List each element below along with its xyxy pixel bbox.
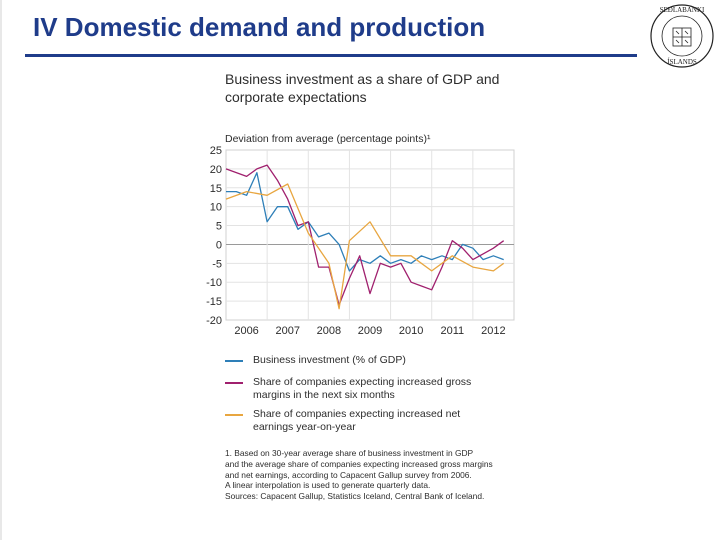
y-tick-label: 15	[209, 182, 222, 195]
legend-swatch-business-investment	[225, 360, 243, 362]
y-tick-label: 10	[209, 201, 222, 214]
chart-footnote	[225, 448, 525, 502]
y-axis-label: Deviation from average (percentage points)¹	[225, 133, 431, 145]
y-tick-label: 0	[215, 239, 222, 252]
legend-label: Business investment (% of GDP)	[253, 354, 406, 366]
chart-title: Business investment as a share of GDP and corporate expectations	[225, 71, 500, 105]
footnote-line: and the average share of companies expecting increased gross margins	[225, 458, 493, 469]
y-tick-label: 25	[209, 145, 222, 157]
legend-label: Share of companies expecting increased gross margins in the next six months	[253, 376, 472, 401]
slide-left-border	[0, 0, 2, 540]
footnote-line: 1. Based on 30-year average share of business investment in GDP	[225, 448, 474, 458]
y-tick-label: -5	[212, 258, 222, 271]
slide-title: IV Domestic demand and production	[33, 12, 486, 42]
y-tick-label: 20	[209, 163, 222, 176]
svg-text:SEÐLABANKI: SEÐLABANKI	[659, 6, 705, 14]
footnote-line: and net earnings, according to Capacent Gallup survey from 2006.	[225, 469, 472, 480]
y-tick-label: -20	[206, 315, 222, 327]
legend-swatch-gross-margins	[225, 382, 243, 384]
x-tick-label: 2008	[316, 325, 342, 337]
y-tick-label: -10	[206, 277, 222, 290]
title-underline	[25, 54, 637, 57]
x-tick-label: 2012	[481, 325, 506, 337]
series-line-gross-margins	[226, 165, 504, 305]
footnote-line: Sources: Capacent Gallup, Statistics Iceland, Central Bank of Iceland.	[225, 491, 485, 502]
x-tick-label: 2006	[234, 325, 259, 337]
svg-text:ÍSLANDS: ÍSLANDS	[667, 58, 697, 66]
plot-area-frame	[226, 150, 514, 320]
chart-figure	[200, 64, 530, 524]
x-tick-label: 2011	[440, 325, 465, 337]
legend-swatch-net-earnings	[225, 414, 243, 416]
y-tick-label: 5	[215, 220, 222, 233]
x-tick-label: 2010	[398, 325, 424, 337]
x-tick-label: 2007	[275, 325, 300, 337]
y-tick-label: -15	[206, 296, 222, 309]
central-bank-seal-logo	[648, 2, 716, 70]
x-tick-label: 2009	[357, 325, 383, 337]
footnote-line: A linear interpolation is used to generate quarterly data.	[225, 480, 431, 491]
legend-label: Share of companies expecting increased net earnings year-on-year	[253, 408, 461, 433]
